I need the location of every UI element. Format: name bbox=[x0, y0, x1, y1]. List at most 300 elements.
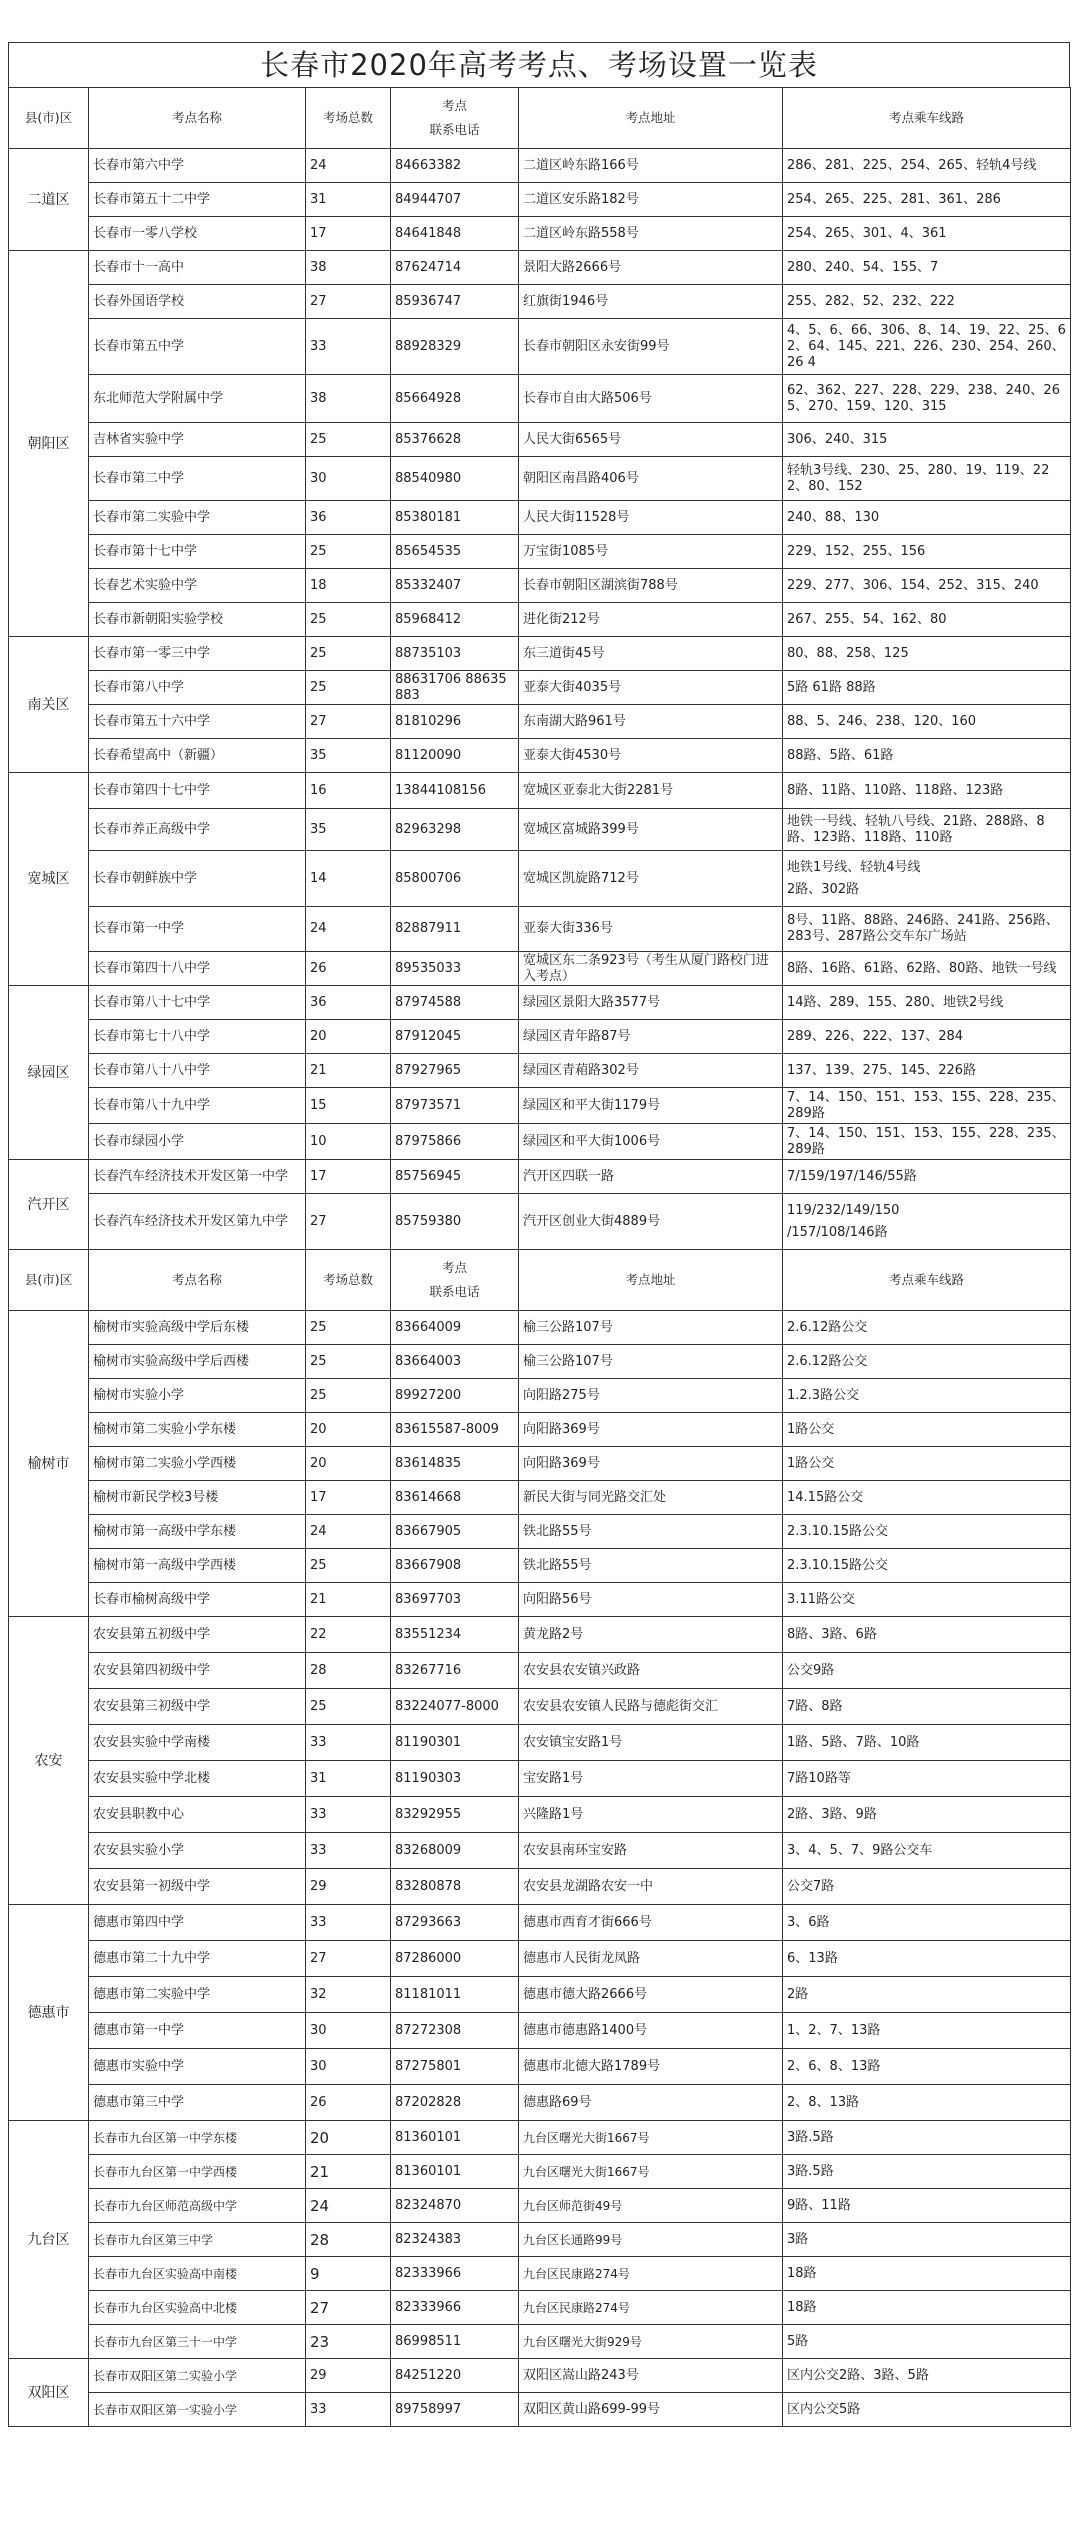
table-row bbox=[9, 501, 1071, 535]
address-cell: 长春市朝阳区永安街99号 bbox=[519, 319, 783, 375]
phone-cell: 81190301 bbox=[391, 1725, 519, 1761]
site-name-cell: 长春市九台区实验高中南楼 bbox=[89, 2257, 306, 2291]
district-cell: 榆树市 bbox=[9, 1311, 89, 1617]
address-cell: 宽城区富城路399号 bbox=[519, 809, 783, 851]
phone-cell: 87912045 bbox=[391, 1020, 519, 1054]
address-cell: 榆三公路107号 bbox=[519, 1345, 783, 1379]
bus-route-cell: 2.3.10.15路公交 bbox=[783, 1515, 1071, 1549]
room-count-cell: 21 bbox=[306, 2155, 391, 2189]
bus-route-cell: 289、226、222、137、284 bbox=[783, 1020, 1071, 1054]
phone-cell: 85800706 bbox=[391, 851, 519, 907]
room-count-cell: 33 bbox=[306, 1725, 391, 1761]
header-district: 县(市)区 bbox=[9, 88, 89, 149]
address-cell: 双阳区黄山路699-99号 bbox=[519, 2393, 783, 2427]
district-cell: 农安 bbox=[9, 1617, 89, 1905]
phone-cell: 87973571 bbox=[391, 1088, 519, 1124]
address-cell: 黄龙路2号 bbox=[519, 1617, 783, 1653]
phone-cell: 89535033 bbox=[391, 952, 519, 986]
site-name-cell: 长春市十一高中 bbox=[89, 251, 306, 285]
bus-route-cell: 2路、3路、9路 bbox=[783, 1797, 1071, 1833]
room-count-cell: 35 bbox=[306, 739, 391, 773]
header-phone-bottom: 联系电话 bbox=[429, 122, 480, 137]
room-count-cell: 20 bbox=[306, 1413, 391, 1447]
address-cell: 汽开区四联一路 bbox=[519, 1160, 783, 1194]
bus-route-cell: 267、255、54、162、80 bbox=[783, 603, 1071, 637]
header-site-name: 考点名称 bbox=[89, 1250, 306, 1311]
bus-route-cell: 3、4、5、7、9路公交车 bbox=[783, 1833, 1071, 1869]
table-row bbox=[9, 1977, 1071, 2013]
room-count-cell: 14 bbox=[306, 851, 391, 907]
room-count-cell: 24 bbox=[306, 907, 391, 952]
phone-cell: 81190303 bbox=[391, 1761, 519, 1797]
bus-route-cell: 2.6.12路公交 bbox=[783, 1311, 1071, 1345]
bus-route-cell: 229、277、306、154、252、315、240 bbox=[783, 569, 1071, 603]
table-row bbox=[9, 1833, 1071, 1869]
room-count-cell: 31 bbox=[306, 1761, 391, 1797]
room-count-cell: 17 bbox=[306, 1481, 391, 1515]
room-count-cell: 33 bbox=[306, 1797, 391, 1833]
phone-cell: 83224077-8000 bbox=[391, 1689, 519, 1725]
phone-cell: 81120090 bbox=[391, 739, 519, 773]
bus-route-cell: 3路 bbox=[783, 2223, 1071, 2257]
table-row bbox=[9, 851, 1071, 907]
bus-route-cell: 1、2、7、13路 bbox=[783, 2013, 1071, 2049]
phone-cell: 85968412 bbox=[391, 603, 519, 637]
phone-cell: 88631706 88635883 bbox=[391, 671, 519, 705]
room-count-cell: 20 bbox=[306, 2121, 391, 2155]
table-body-part-2 bbox=[9, 1250, 1071, 2427]
room-count-cell: 25 bbox=[306, 423, 391, 457]
room-count-cell: 38 bbox=[306, 251, 391, 285]
table-row bbox=[9, 1797, 1071, 1833]
address-cell: 人民大街6565号 bbox=[519, 423, 783, 457]
bus-route-cell: 区内公交2路、3路、5路 bbox=[783, 2359, 1071, 2393]
phone-cell: 13844108156 bbox=[391, 773, 519, 809]
address-cell: 向阳路369号 bbox=[519, 1447, 783, 1481]
phone-cell: 83667905 bbox=[391, 1515, 519, 1549]
bus-route-cell: 286、281、225、254、265、轻轨4号线 bbox=[783, 149, 1071, 183]
room-count-cell: 36 bbox=[306, 986, 391, 1020]
table-row bbox=[9, 2049, 1071, 2085]
room-count-cell: 30 bbox=[306, 457, 391, 501]
address-cell: 绿园区和平大街1006号 bbox=[519, 1124, 783, 1160]
phone-cell: 88540980 bbox=[391, 457, 519, 501]
bus-route-line-1: 119/232/149/150 bbox=[787, 1202, 900, 1218]
site-name-cell: 德惠市第二实验中学 bbox=[89, 1977, 306, 2013]
bus-route-cell: 公交9路 bbox=[783, 1653, 1071, 1689]
phone-cell: 85759380 bbox=[391, 1194, 519, 1250]
district-cell: 绿园区 bbox=[9, 986, 89, 1160]
address-cell: 铁北路55号 bbox=[519, 1515, 783, 1549]
bus-route-cell: 5路 bbox=[783, 2325, 1071, 2359]
bus-route-cell: 62、362、227、228、229、238、240、265、270、159、120、315 bbox=[783, 375, 1071, 423]
room-count-cell: 17 bbox=[306, 1160, 391, 1194]
bus-route-cell: 2.6.12路公交 bbox=[783, 1345, 1071, 1379]
address-cell: 农安县农安镇兴政路 bbox=[519, 1653, 783, 1689]
address-cell: 进化街212号 bbox=[519, 603, 783, 637]
room-count-cell: 30 bbox=[306, 2013, 391, 2049]
address-cell: 二道区岭东路166号 bbox=[519, 149, 783, 183]
table-row bbox=[9, 1869, 1071, 1905]
site-name-cell: 长春市九台区第三十一中学 bbox=[89, 2325, 306, 2359]
room-count-cell: 25 bbox=[306, 1549, 391, 1583]
bus-route-cell: 254、265、301、4、361 bbox=[783, 217, 1071, 251]
bus-route-cell: 8路、11路、110路、118路、123路 bbox=[783, 773, 1071, 809]
site-name-cell: 长春市第一零三中学 bbox=[89, 637, 306, 671]
site-name-cell: 榆树市实验高级中学后西楼 bbox=[89, 1345, 306, 1379]
table-row bbox=[9, 1941, 1071, 1977]
room-count-cell: 27 bbox=[306, 705, 391, 739]
table-row bbox=[9, 2085, 1071, 2121]
site-name-cell: 长春市九台区第一中学西楼 bbox=[89, 2155, 306, 2189]
bus-route-cell: 255、282、52、232、222 bbox=[783, 285, 1071, 319]
address-cell: 二道区安乐路182号 bbox=[519, 183, 783, 217]
table-row bbox=[9, 1124, 1071, 1160]
site-name-cell: 农安县第三初级中学 bbox=[89, 1689, 306, 1725]
phone-cell: 82887911 bbox=[391, 907, 519, 952]
address-cell: 绿园区青年路87号 bbox=[519, 1020, 783, 1054]
phone-cell: 83614835 bbox=[391, 1447, 519, 1481]
district-cell: 宽城区 bbox=[9, 773, 89, 986]
bus-route-cell: 137、139、275、145、226路 bbox=[783, 1054, 1071, 1088]
room-count-cell: 27 bbox=[306, 2291, 391, 2325]
bus-route-cell: 9路、11路 bbox=[783, 2189, 1071, 2223]
room-count-cell: 26 bbox=[306, 952, 391, 986]
bus-route-cell: 6、13路 bbox=[783, 1941, 1071, 1977]
table-row bbox=[9, 1761, 1071, 1797]
bus-route-cell bbox=[783, 851, 1071, 907]
bus-route-cell: 8路、16路、61路、62路、80路、地铁一号线 bbox=[783, 952, 1071, 986]
address-cell: 德惠市北德大路1789号 bbox=[519, 2049, 783, 2085]
bus-route-line-2: /157/108/146路 bbox=[787, 1224, 888, 1240]
table-row bbox=[9, 1481, 1071, 1515]
phone-cell: 87275801 bbox=[391, 2049, 519, 2085]
address-cell: 宽城区凯旋路712号 bbox=[519, 851, 783, 907]
site-name-cell: 德惠市第三中学 bbox=[89, 2085, 306, 2121]
address-cell: 红旗街1946号 bbox=[519, 285, 783, 319]
table-row bbox=[9, 1413, 1071, 1447]
address-cell: 兴隆路1号 bbox=[519, 1797, 783, 1833]
site-name-cell: 长春市第十七中学 bbox=[89, 535, 306, 569]
site-name-cell: 长春市第六中学 bbox=[89, 149, 306, 183]
bus-route-cell: 88、5、246、238、120、160 bbox=[783, 705, 1071, 739]
table-row bbox=[9, 2013, 1071, 2049]
bus-route-cell: 7、14、150、151、153、155、228、235、289路 bbox=[783, 1088, 1071, 1124]
header-phone bbox=[391, 1250, 519, 1311]
bus-route-line-2: 2路、302路 bbox=[787, 881, 860, 897]
header-address: 考点地址 bbox=[519, 1250, 783, 1311]
site-name-cell: 长春市九台区师范高级中学 bbox=[89, 2189, 306, 2223]
table-row bbox=[9, 809, 1071, 851]
phone-cell: 89927200 bbox=[391, 1379, 519, 1413]
header-room-count: 考场总数 bbox=[306, 88, 391, 149]
bus-route-cell: 1路公交 bbox=[783, 1447, 1071, 1481]
phone-cell: 87927965 bbox=[391, 1054, 519, 1088]
phone-cell: 89758997 bbox=[391, 2393, 519, 2427]
site-name-cell: 榆树市实验小学 bbox=[89, 1379, 306, 1413]
table-row bbox=[9, 1020, 1071, 1054]
table-row bbox=[9, 1617, 1071, 1653]
site-name-cell: 吉林省实验中学 bbox=[89, 423, 306, 457]
header-phone-bottom: 联系电话 bbox=[429, 1284, 480, 1299]
site-name-cell: 长春市第四十七中学 bbox=[89, 773, 306, 809]
address-cell: 绿园区青葙路302号 bbox=[519, 1054, 783, 1088]
table-row bbox=[9, 2121, 1071, 2155]
table-row bbox=[9, 1088, 1071, 1124]
site-name-cell: 长春外国语学校 bbox=[89, 285, 306, 319]
room-count-cell: 26 bbox=[306, 2085, 391, 2121]
table-row bbox=[9, 1054, 1071, 1088]
room-count-cell: 22 bbox=[306, 1617, 391, 1653]
phone-cell: 87202828 bbox=[391, 2085, 519, 2121]
site-name-cell: 德惠市第二十九中学 bbox=[89, 1941, 306, 1977]
room-count-cell: 33 bbox=[306, 319, 391, 375]
district-cell: 双阳区 bbox=[9, 2359, 89, 2427]
phone-cell: 82963298 bbox=[391, 809, 519, 851]
bus-route-cell: 1路公交 bbox=[783, 1413, 1071, 1447]
table-row bbox=[9, 739, 1071, 773]
document bbox=[8, 42, 1070, 2427]
bus-route-cell: 280、240、54、155、7 bbox=[783, 251, 1071, 285]
site-name-cell: 长春市朝鲜族中学 bbox=[89, 851, 306, 907]
room-count-cell: 28 bbox=[306, 2223, 391, 2257]
room-count-cell: 18 bbox=[306, 569, 391, 603]
room-count-cell: 23 bbox=[306, 2325, 391, 2359]
site-name-cell: 长春市九台区第三中学 bbox=[89, 2223, 306, 2257]
phone-cell: 81360101 bbox=[391, 2121, 519, 2155]
phone-cell: 85664928 bbox=[391, 375, 519, 423]
table-header-row bbox=[9, 88, 1071, 149]
site-name-cell: 榆树市第一高级中学西楼 bbox=[89, 1549, 306, 1583]
phone-cell: 81360101 bbox=[391, 2155, 519, 2189]
phone-cell: 85756945 bbox=[391, 1160, 519, 1194]
table-row bbox=[9, 1345, 1071, 1379]
bus-route-cell: 88路、5路、61路 bbox=[783, 739, 1071, 773]
table-row bbox=[9, 705, 1071, 739]
phone-cell: 83615587-8009 bbox=[391, 1413, 519, 1447]
district-cell: 汽开区 bbox=[9, 1160, 89, 1250]
table-row bbox=[9, 2189, 1071, 2223]
address-cell: 景阳大路2666号 bbox=[519, 251, 783, 285]
phone-cell: 84663382 bbox=[391, 149, 519, 183]
address-cell: 农安县农安镇人民路与德彪街交汇 bbox=[519, 1689, 783, 1725]
site-name-cell: 长春市榆树高级中学 bbox=[89, 1583, 306, 1617]
header-district: 县(市)区 bbox=[9, 1250, 89, 1311]
table-row bbox=[9, 1725, 1071, 1761]
exam-site-table bbox=[8, 87, 1071, 2427]
table-row bbox=[9, 423, 1071, 457]
address-cell: 向阳路369号 bbox=[519, 1413, 783, 1447]
room-count-cell: 28 bbox=[306, 1653, 391, 1689]
site-name-cell: 农安县第四初级中学 bbox=[89, 1653, 306, 1689]
address-cell: 绿园区和平大街1179号 bbox=[519, 1088, 783, 1124]
room-count-cell: 17 bbox=[306, 217, 391, 251]
table-row bbox=[9, 1194, 1071, 1250]
address-cell: 九台区曙光大街929号 bbox=[519, 2325, 783, 2359]
site-name-cell: 长春市第四十八中学 bbox=[89, 952, 306, 986]
bus-route-cell: 7路、8路 bbox=[783, 1689, 1071, 1725]
room-count-cell: 21 bbox=[306, 1583, 391, 1617]
header-room-count: 考场总数 bbox=[306, 1250, 391, 1311]
address-cell: 人民大街11528号 bbox=[519, 501, 783, 535]
room-count-cell: 27 bbox=[306, 1194, 391, 1250]
site-name-cell: 长春市第八十八中学 bbox=[89, 1054, 306, 1088]
address-cell: 东三道街45号 bbox=[519, 637, 783, 671]
site-name-cell: 农安县职教中心 bbox=[89, 1797, 306, 1833]
bus-route-cell: 306、240、315 bbox=[783, 423, 1071, 457]
phone-cell: 83268009 bbox=[391, 1833, 519, 1869]
phone-cell: 88928329 bbox=[391, 319, 519, 375]
header-phone-top: 考点 bbox=[441, 1260, 467, 1275]
table-row bbox=[9, 603, 1071, 637]
room-count-cell: 21 bbox=[306, 1054, 391, 1088]
address-cell: 东南湖大路961号 bbox=[519, 705, 783, 739]
bus-route-cell: 5路 61路 88路 bbox=[783, 671, 1071, 705]
phone-cell: 85654535 bbox=[391, 535, 519, 569]
address-cell: 亚泰大街336号 bbox=[519, 907, 783, 952]
address-cell: 宽城区亚泰北大街2281号 bbox=[519, 773, 783, 809]
room-count-cell: 29 bbox=[306, 2359, 391, 2393]
site-name-cell: 农安县第一初级中学 bbox=[89, 1869, 306, 1905]
address-cell: 德惠市人民街龙凤路 bbox=[519, 1941, 783, 1977]
phone-cell: 87293663 bbox=[391, 1905, 519, 1941]
address-cell: 农安县南环宝安路 bbox=[519, 1833, 783, 1869]
bus-route-cell: 18路 bbox=[783, 2257, 1071, 2291]
phone-cell: 87272308 bbox=[391, 2013, 519, 2049]
phone-cell: 83664009 bbox=[391, 1311, 519, 1345]
bus-route-cell: 3路.5路 bbox=[783, 2121, 1071, 2155]
address-cell: 朝阳区南昌路406号 bbox=[519, 457, 783, 501]
phone-cell: 84641848 bbox=[391, 217, 519, 251]
header-bus-routes: 考点乘车线路 bbox=[783, 88, 1071, 149]
phone-cell: 88735103 bbox=[391, 637, 519, 671]
district-cell: 朝阳区 bbox=[9, 251, 89, 637]
site-name-cell: 农安县第五初级中学 bbox=[89, 1617, 306, 1653]
site-name-cell: 长春市第五十二中学 bbox=[89, 183, 306, 217]
room-count-cell: 33 bbox=[306, 2393, 391, 2427]
district-cell: 南关区 bbox=[9, 637, 89, 773]
site-name-cell: 德惠市第四中学 bbox=[89, 1905, 306, 1941]
phone-cell: 86998511 bbox=[391, 2325, 519, 2359]
site-name-cell: 长春市第二实验中学 bbox=[89, 501, 306, 535]
phone-cell: 83551234 bbox=[391, 1617, 519, 1653]
room-count-cell: 30 bbox=[306, 2049, 391, 2085]
table-row bbox=[9, 569, 1071, 603]
table-row bbox=[9, 217, 1071, 251]
site-name-cell: 德惠市实验中学 bbox=[89, 2049, 306, 2085]
room-count-cell: 25 bbox=[306, 603, 391, 637]
table-row bbox=[9, 1905, 1071, 1941]
table-row bbox=[9, 1311, 1071, 1345]
table-row bbox=[9, 1653, 1071, 1689]
phone-cell: 84944707 bbox=[391, 183, 519, 217]
bus-route-cell: 7、14、150、151、153、155、228、235、289路 bbox=[783, 1124, 1071, 1160]
room-count-cell: 33 bbox=[306, 1905, 391, 1941]
phone-cell: 87975866 bbox=[391, 1124, 519, 1160]
phone-cell: 81181011 bbox=[391, 1977, 519, 2013]
table-row bbox=[9, 1689, 1071, 1725]
address-cell: 向阳路56号 bbox=[519, 1583, 783, 1617]
table-row bbox=[9, 671, 1071, 705]
site-name-cell: 长春市第二中学 bbox=[89, 457, 306, 501]
room-count-cell: 25 bbox=[306, 1345, 391, 1379]
room-count-cell: 25 bbox=[306, 1689, 391, 1725]
table-row bbox=[9, 773, 1071, 809]
room-count-cell: 10 bbox=[306, 1124, 391, 1160]
phone-cell: 87286000 bbox=[391, 1941, 519, 1977]
site-name-cell: 长春艺术实验中学 bbox=[89, 569, 306, 603]
table-row bbox=[9, 1379, 1071, 1413]
table-row bbox=[9, 637, 1071, 671]
site-name-cell: 长春市养正高级中学 bbox=[89, 809, 306, 851]
table-row bbox=[9, 2325, 1071, 2359]
site-name-cell: 长春市九台区实验高中北楼 bbox=[89, 2291, 306, 2325]
site-name-cell: 榆树市第二实验小学西楼 bbox=[89, 1447, 306, 1481]
table-row bbox=[9, 251, 1071, 285]
address-cell: 汽开区创业大街4889号 bbox=[519, 1194, 783, 1250]
room-count-cell: 25 bbox=[306, 535, 391, 569]
room-count-cell: 38 bbox=[306, 375, 391, 423]
site-name-cell: 长春市双阳区第二实验小学 bbox=[89, 2359, 306, 2393]
phone-cell: 87974588 bbox=[391, 986, 519, 1020]
site-name-cell: 长春市一零八学校 bbox=[89, 217, 306, 251]
table-row bbox=[9, 1447, 1071, 1481]
room-count-cell: 9 bbox=[306, 2257, 391, 2291]
table-row bbox=[9, 907, 1071, 952]
room-count-cell: 16 bbox=[306, 773, 391, 809]
address-cell: 九台区长通路99号 bbox=[519, 2223, 783, 2257]
bus-route-cell: 18路 bbox=[783, 2291, 1071, 2325]
table-row bbox=[9, 457, 1071, 501]
site-name-cell: 长春市第五十六中学 bbox=[89, 705, 306, 739]
bus-route-cell: 14.15路公交 bbox=[783, 1481, 1071, 1515]
table-row bbox=[9, 285, 1071, 319]
district-cell: 二道区 bbox=[9, 149, 89, 251]
site-name-cell: 长春市双阳区第一实验小学 bbox=[89, 2393, 306, 2427]
address-cell: 德惠市德大路2666号 bbox=[519, 1977, 783, 2013]
room-count-cell: 25 bbox=[306, 1311, 391, 1345]
bus-route-cell: 3路.5路 bbox=[783, 2155, 1071, 2189]
room-count-cell: 24 bbox=[306, 2189, 391, 2223]
site-name-cell: 榆树市新民学校3号楼 bbox=[89, 1481, 306, 1515]
bus-route-cell: 2、8、13路 bbox=[783, 2085, 1071, 2121]
site-name-cell: 长春汽车经济技术开发区第一中学 bbox=[89, 1160, 306, 1194]
bus-route-cell: 3.11路公交 bbox=[783, 1583, 1071, 1617]
phone-cell: 82324870 bbox=[391, 2189, 519, 2223]
address-cell: 绿园区景阳大路3577号 bbox=[519, 986, 783, 1020]
site-name-cell: 农安县实验小学 bbox=[89, 1833, 306, 1869]
room-count-cell: 33 bbox=[306, 1833, 391, 1869]
room-count-cell: 15 bbox=[306, 1088, 391, 1124]
site-name-cell: 长春市新朝阳实验学校 bbox=[89, 603, 306, 637]
phone-cell: 81810296 bbox=[391, 705, 519, 739]
address-cell: 向阳路275号 bbox=[519, 1379, 783, 1413]
bus-route-cell: 4、5、6、66、306、8、14、19、22、25、6 2、64、145、221、226、230、254、260、26 4 bbox=[783, 319, 1071, 375]
bus-route-cell: 254、265、225、281、361、286 bbox=[783, 183, 1071, 217]
table-row bbox=[9, 2257, 1071, 2291]
room-count-cell: 27 bbox=[306, 285, 391, 319]
site-name-cell: 长春汽车经济技术开发区第九中学 bbox=[89, 1194, 306, 1250]
room-count-cell: 32 bbox=[306, 1977, 391, 2013]
table-row bbox=[9, 535, 1071, 569]
bus-route-cell: 1.2.3路公交 bbox=[783, 1379, 1071, 1413]
address-cell: 长春市朝阳区湖滨街788号 bbox=[519, 569, 783, 603]
bus-route-cell: 240、88、130 bbox=[783, 501, 1071, 535]
site-name-cell: 长春市第八中学 bbox=[89, 671, 306, 705]
address-cell: 德惠市德惠路1400号 bbox=[519, 2013, 783, 2049]
site-name-cell: 长春市九台区第一中学东楼 bbox=[89, 2121, 306, 2155]
table-row bbox=[9, 319, 1071, 375]
